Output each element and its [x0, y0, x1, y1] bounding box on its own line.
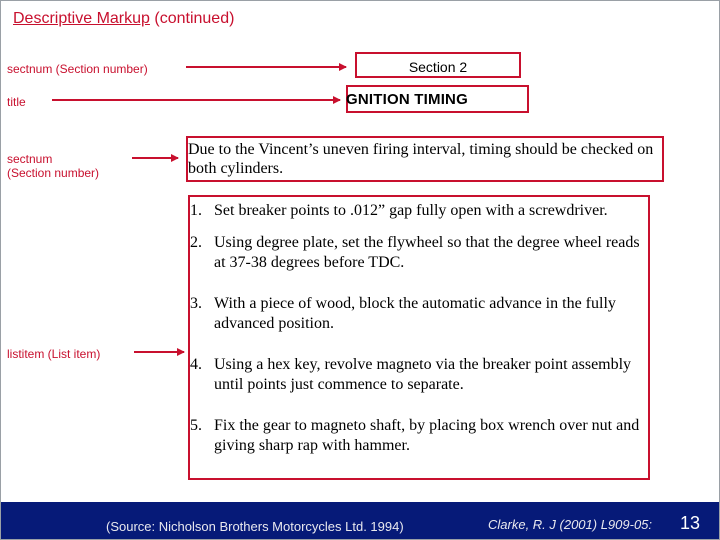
page-number: 13 — [680, 513, 701, 533]
label-title: title — [7, 95, 26, 109]
list-item — [190, 201, 654, 221]
label-sectnum-2-line2: (Section number) — [7, 166, 100, 180]
list-item-text: With a piece of wood, block the automatic advance in the fully advanced position. — [214, 295, 616, 332]
label-sectnum-2-line1: sectnum — [7, 152, 53, 166]
section-number-text: Section 2 — [408, 59, 468, 75]
footer-source: (Source: Nicholson Brothers Motorcycles Ltd. 1994) — [106, 519, 404, 534]
section-number-box — [355, 52, 521, 78]
list-item — [190, 355, 654, 395]
list-item-number: 5. — [190, 417, 202, 434]
footer-citation: Clarke, R. J (2001) L909-05: — [488, 517, 653, 532]
list-item-number: 3. — [190, 295, 202, 312]
paragraph-box — [186, 136, 664, 182]
list-item-text: Fix the gear to magneto shaft, by placing box wrench over nut and giving sharp rap with hammer. — [214, 417, 640, 454]
procedure-list — [190, 201, 654, 456]
list-item-number: 4. — [190, 356, 202, 373]
section-title-text: GNITION TIMING — [346, 91, 468, 108]
footer-bar — [0, 502, 720, 540]
list-item — [190, 416, 654, 456]
list-item-text: Set breaker points to .012” gap fully open with a screwdriver. — [214, 202, 608, 219]
label-sectnum: sectnum (Section number) — [7, 62, 148, 76]
label-listitem: listitem (List item) — [7, 347, 101, 361]
list-item — [190, 233, 654, 273]
list-item-text: Using degree plate, set the flywheel so that the degree wheel reads at 37-38 degrees before TDC. — [214, 234, 640, 271]
list-item-number: 2. — [190, 234, 202, 251]
list-item — [190, 294, 654, 334]
list-item-number: 1. — [190, 202, 202, 219]
list-box — [188, 195, 650, 480]
slide-title-suffix: (continued) — [149, 10, 235, 27]
list-item-text: Using a hex key, revolve magneto via the breaker point assembly until points just commence to separate. — [214, 356, 632, 393]
section-title-box — [346, 85, 529, 113]
slide-title-main: Descriptive Markup — [13, 10, 150, 27]
paragraph-text: Due to the Vincent’s uneven firing interval, timing should be checked on both cylinders. — [188, 141, 654, 177]
